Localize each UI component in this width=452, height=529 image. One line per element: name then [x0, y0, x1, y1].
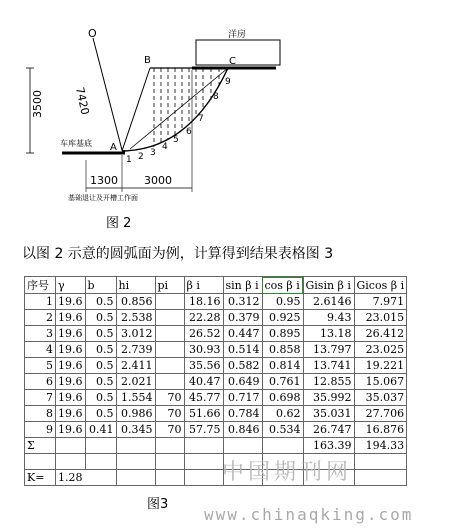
- table-cell: 8: [25, 406, 56, 422]
- table-cell: 0.5: [85, 310, 116, 326]
- table-cell: 51.66: [184, 406, 223, 422]
- slice-number: 8: [213, 92, 219, 102]
- table-cell: 3.012: [116, 326, 155, 342]
- table-cell: 0.717: [223, 390, 262, 406]
- slope-stability-diagram: [0, 0, 452, 205]
- watermark-url: www.chinaqking.com: [204, 505, 414, 524]
- table-cell: 19.6: [56, 390, 86, 406]
- label-O: O: [88, 27, 97, 40]
- table-cell: 35.031: [303, 406, 354, 422]
- dim-7420: 7420: [73, 85, 92, 117]
- table-cell: 19.6: [56, 374, 86, 390]
- table-cell: 7: [25, 390, 56, 406]
- table-cell: 7.971: [354, 294, 407, 310]
- table-header-row: [25, 277, 407, 294]
- table-cell: 19.6: [56, 294, 86, 310]
- col-header: pi: [155, 277, 184, 294]
- slice-number: 2: [138, 152, 144, 162]
- table-cell: 35.56: [184, 358, 223, 374]
- table-cell: 19.6: [56, 406, 86, 422]
- table-cell: 0.379: [223, 310, 262, 326]
- table-cell: 12.855: [303, 374, 354, 390]
- watermark-text: 中国期刊网: [222, 460, 353, 485]
- table-cell: 1: [25, 294, 56, 310]
- col-header: 序号: [25, 277, 56, 294]
- table-cell: [155, 310, 184, 326]
- table-cell: 35.037: [354, 390, 407, 406]
- table-cell: [155, 342, 184, 358]
- table-cell: 0.986: [116, 406, 155, 422]
- k-label: K=: [25, 470, 56, 486]
- slice-number: 9: [225, 77, 231, 87]
- table-cell: 13.797: [303, 342, 354, 358]
- intro-text: 以图 2 示意的圆弧面为例，计算得到结果表格图 3: [22, 246, 334, 262]
- table-cell: 0.312: [223, 294, 262, 310]
- table-cell: 26.52: [184, 326, 223, 342]
- table-cell: 19.221: [354, 358, 407, 374]
- table-cell: 4: [25, 342, 56, 358]
- table-cell: 22.28: [184, 310, 223, 326]
- table-cell: 5: [25, 358, 56, 374]
- slice-number: 3: [150, 148, 156, 158]
- col-header: cos β i: [262, 277, 303, 294]
- table-cell: 23.025: [354, 342, 407, 358]
- table-cell: 0.846: [223, 422, 262, 438]
- table-cell: 57.75: [184, 422, 223, 438]
- table-cell: 13.741: [303, 358, 354, 374]
- dim-3500: 3500: [31, 90, 44, 118]
- table-cell: 2.6146: [303, 294, 354, 310]
- slice-number: 7: [198, 114, 204, 124]
- table-cell: 0.41: [85, 422, 116, 438]
- sum-gicos: 194.33: [354, 438, 407, 454]
- table-cell: 70: [155, 406, 184, 422]
- table-cell: 0.62: [262, 406, 303, 422]
- table-cell: [155, 294, 184, 310]
- table-row: [25, 294, 407, 310]
- table-cell: 19.6: [56, 326, 86, 342]
- table-cell: [155, 326, 184, 342]
- figure-2-caption: 图 2: [106, 216, 132, 231]
- table-cell: 6: [25, 374, 56, 390]
- label-C: C: [229, 56, 236, 67]
- sum-gisin: 163.39: [303, 438, 354, 454]
- table-cell: [155, 374, 184, 390]
- slice-number: 1: [126, 155, 132, 165]
- label-B: B: [144, 55, 151, 66]
- table-cell: 18.16: [184, 294, 223, 310]
- table-cell: 0.5: [85, 342, 116, 358]
- table-cell: 2.411: [116, 358, 155, 374]
- table-cell: 13.18: [303, 326, 354, 342]
- table-cell: 2.021: [116, 374, 155, 390]
- table-cell: 2: [25, 310, 56, 326]
- figure-3-caption: 图3: [147, 497, 169, 512]
- sum-label: Σ: [25, 438, 56, 454]
- col-header: hi: [116, 277, 155, 294]
- table-row: [25, 342, 407, 358]
- radius-line: [93, 38, 122, 150]
- table-cell: 0.5: [85, 326, 116, 342]
- table-cell: 15.067: [354, 374, 407, 390]
- table-cell: 19.6: [56, 358, 86, 374]
- slice-number: 4: [162, 142, 168, 152]
- slope-face: [122, 68, 150, 151]
- col-header: b: [85, 277, 116, 294]
- table-cell: 19.6: [56, 342, 86, 358]
- table-cell: 1.554: [116, 390, 155, 406]
- table-row: [25, 390, 407, 406]
- table-cell: 2.739: [116, 342, 155, 358]
- table-cell: 16.876: [354, 422, 407, 438]
- col-header: sin β i: [223, 277, 262, 294]
- table-row: [25, 422, 407, 438]
- table-cell: 27.706: [354, 406, 407, 422]
- table-row: [25, 326, 407, 342]
- table-cell: 0.5: [85, 294, 116, 310]
- label-A: A: [110, 142, 117, 153]
- table-cell: 23.015: [354, 310, 407, 326]
- table-row: [25, 310, 407, 326]
- table-row: [25, 406, 407, 422]
- table-cell: 0.447: [223, 326, 262, 342]
- table-cell: 0.761: [262, 374, 303, 390]
- table-cell: 2.538: [116, 310, 155, 326]
- table-cell: 0.5: [85, 406, 116, 422]
- table-cell: [155, 358, 184, 374]
- table-cell: 0.784: [223, 406, 262, 422]
- col-header: γ: [56, 277, 86, 294]
- table-cell: 0.856: [116, 294, 155, 310]
- table-cell: 0.858: [262, 342, 303, 358]
- slice-number: 6: [186, 127, 192, 137]
- table-row: [25, 358, 407, 374]
- base-note: 基础退让及开槽工作面: [68, 194, 138, 202]
- table-cell: 0.925: [262, 310, 303, 326]
- table-cell: 0.698: [262, 390, 303, 406]
- table-cell: 30.93: [184, 342, 223, 358]
- table-cell: 70: [155, 390, 184, 406]
- house-label: 洋房: [228, 30, 247, 40]
- dim-1300: 1300: [90, 174, 118, 187]
- k-value: 1.28: [56, 470, 117, 486]
- col-header: β i: [184, 277, 223, 294]
- table-cell: 45.77: [184, 390, 223, 406]
- table-cell: 9.43: [303, 310, 354, 326]
- table-row: [25, 374, 407, 390]
- table-cell: 0.345: [116, 422, 155, 438]
- col-header: Gicos β i: [354, 277, 407, 294]
- table-body: [25, 294, 407, 438]
- table-cell: 9: [25, 422, 56, 438]
- house-box: [196, 40, 280, 65]
- sum-row: [25, 438, 407, 454]
- table-cell: 0.5: [85, 358, 116, 374]
- pit-label: 车库基底: [60, 139, 92, 148]
- table-cell: 40.47: [184, 374, 223, 390]
- table-cell: 26.412: [354, 326, 407, 342]
- table-cell: 0.534: [262, 422, 303, 438]
- table-cell: 0.649: [223, 374, 262, 390]
- table-cell: 19.6: [56, 310, 86, 326]
- table-cell: 0.895: [262, 326, 303, 342]
- table-cell: 0.5: [85, 374, 116, 390]
- table-cell: 0.814: [262, 358, 303, 374]
- table-cell: 0.5: [85, 390, 116, 406]
- table-cell: 0.514: [223, 342, 262, 358]
- col-header: Gisin β i: [303, 277, 354, 294]
- slice-number: 5: [173, 135, 179, 145]
- table-cell: 26.747: [303, 422, 354, 438]
- table-cell: 0.95: [262, 294, 303, 310]
- table-cell: 19.6: [56, 422, 86, 438]
- table-cell: 0.582: [223, 358, 262, 374]
- table-cell: 35.992: [303, 390, 354, 406]
- table-cell: 70: [155, 422, 184, 438]
- dim-3000: 3000: [144, 174, 172, 187]
- table-cell: 3: [25, 326, 56, 342]
